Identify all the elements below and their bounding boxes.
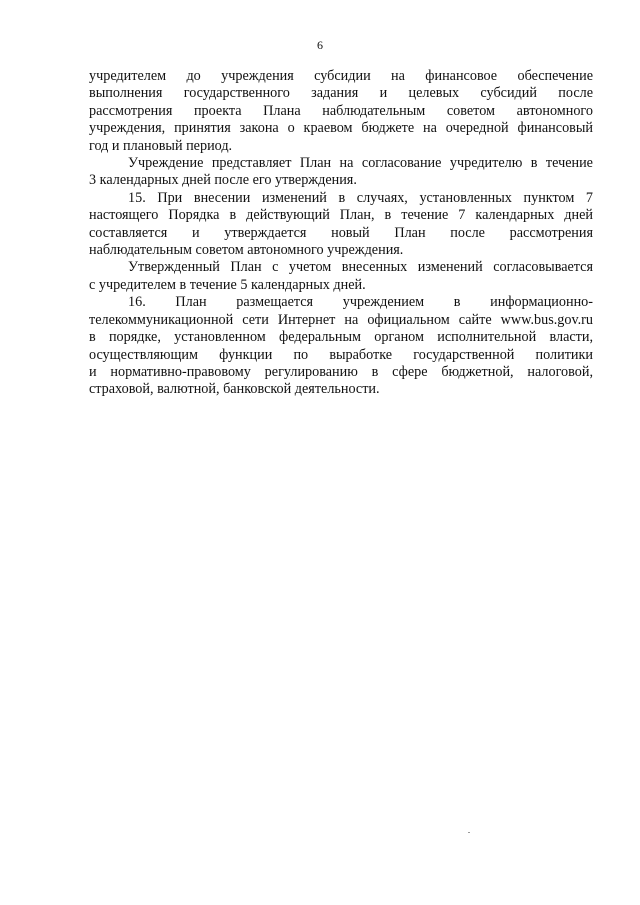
- text-line: учредителем до учреждения субсидии на финансовое обеспечение: [89, 68, 593, 84]
- scan-speck: [468, 832, 470, 833]
- text-line: в порядке, установленном федеральным органом исполнительной власти,: [89, 329, 593, 346]
- text-line: наблюдательным советом автономного учреждения.: [89, 242, 404, 259]
- page-number: 6: [317, 38, 323, 52]
- paragraph-start-line: Учреждение представляет План на согласование учредителю в течение: [128, 155, 593, 172]
- document-body: [89, 68, 593, 399]
- text-line: 3 календарных дней после его утверждения.: [89, 172, 357, 189]
- text-line: с учредителем в течение 5 календарных дней.: [89, 276, 366, 293]
- text-line: настоящего Порядка в действующий План, в течение 7 календарных дней: [89, 207, 593, 224]
- text-line: страховой, валютной, банковской деятельности.: [89, 381, 380, 398]
- text-line: рассмотрения проекта Плана наблюдательным советом автономного: [89, 102, 593, 119]
- text-line: составляется и утверждается новый План после рассмотрения: [89, 224, 593, 241]
- text-line: и нормативно-правовому регулированию в сфере бюджетной, налоговой,: [89, 363, 593, 380]
- text-line: выполнения государственного задания и целевых субсидий после: [89, 85, 593, 102]
- clause-16-start-line: 16. План размещается учреждением в информационно-: [128, 294, 593, 311]
- paragraph-start-line: Утвержденный План с учетом внесенных изменений согласовывается: [128, 259, 593, 276]
- text-line: учреждения, принятия закона о краевом бюджете на очередной финансовый: [89, 120, 593, 137]
- clause-15-start-line: 15. При внесении изменений в случаях, установленных пунктом 7: [128, 189, 593, 206]
- text-line: год и плановый период.: [89, 137, 233, 154]
- text-line: осуществляющим функции по выработке государственной политики: [89, 346, 593, 363]
- text-line: телекоммуникационной сети Интернет на официальном сайте www.bus.gov.ru: [89, 311, 593, 328]
